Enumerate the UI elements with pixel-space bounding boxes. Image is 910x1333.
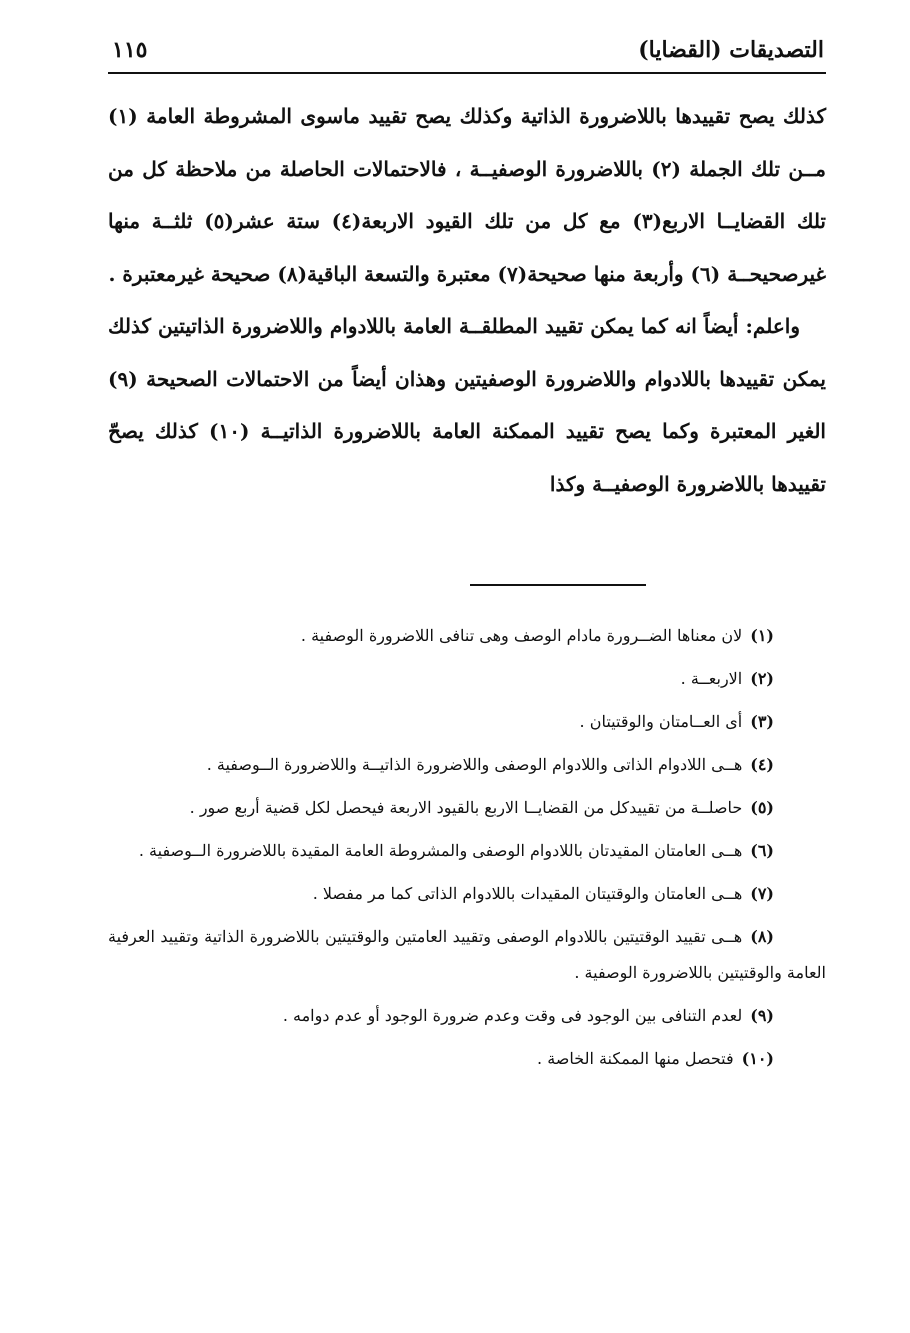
footnote-number: (٦)	[750, 841, 774, 860]
footnote-text: لعدم التنافى بين الوجود فى وقت وعدم ضرورة الوجود أو عدم دوامه .	[282, 1006, 743, 1025]
footnote	[108, 998, 826, 1034]
footnote-text: فتحصل منها الممكنة الخاصة .	[537, 1049, 734, 1068]
page-number: ١١٥	[112, 37, 148, 63]
footnote-text: حاصلــة من تقييدكل من القضايــا الاربع بالقيود الاربعة فيحصل لكل قضية أربع صور .	[189, 798, 743, 817]
footnote	[108, 661, 826, 697]
footnote-number: (٥)	[750, 798, 774, 817]
page	[108, 28, 826, 510]
footnote-text: أى العــامتان والوقتيتان .	[579, 712, 743, 731]
footnote-number: (١٠)	[741, 1049, 774, 1068]
footnote-number: (٢)	[750, 669, 774, 688]
footnote-number: (٤)	[750, 755, 774, 774]
footnote	[108, 876, 826, 912]
footnote-text: هــى اللادوام الذاتى واللادوام الوصفى واللاضرورة الذاتيــة واللاضرورة الــوصفية .	[206, 755, 743, 774]
body-paragraph: كذلك يصح تقييدها باللاضرورة الذاتية وكذلك يصح تقييد ماسوى المشروطة العامة (١) مــن تلك الجملة (٢) باللاضرورة الوصفيــة ، فالاحتمالات الحاصلة من ملاحظة كل من تلك القضايــا الاربع(٣) مع كل من تلك القيود الاربعة(٤) ستة عشر(٥) ثلثــة منها غيرصحيحــة (٦) وأربعة منها صحيحة(٧) معتبرة والتسعة الباقية(٨) صحيحة غيرمعتبرة .	[108, 104, 827, 286]
footnote	[108, 1041, 826, 1077]
footnote-text: هــى العامتان والوقتيتان المقيدات باللادوام الذاتى كما مر مفصلا .	[312, 884, 743, 903]
footnote	[108, 919, 826, 991]
footnote	[108, 747, 826, 783]
footnote-number: (٨)	[750, 927, 774, 946]
footnote	[108, 833, 826, 869]
footnote-number: (١)	[750, 626, 774, 645]
footnote-separator	[470, 584, 646, 586]
page-header	[108, 28, 826, 74]
footnote	[108, 618, 826, 654]
body-paragraph: واعلم: أيضاً انه كما يمكن تقييد المطلقــة العامة باللادوام واللاضرورة الذاتيتين كذلك يمكن تقييدها باللادوام واللاضرورة الوصفيتين وهذان أيضاً من الاحتمالات الصحيحة (٩) الغير المعتبرة وكما يصح تقييد الممكنة العامة باللاضرورة الذاتيــة (١٠) كذلك يصحّ تقييدها باللاضرورة الوصفيــة وكذا	[108, 314, 826, 496]
footnote	[108, 704, 826, 740]
footnote-text: الاربعــة .	[680, 669, 743, 688]
footnote-text: لان معناها الضــرورة مادام الوصف وهى تنافى اللاضرورة الوصفية .	[300, 626, 743, 645]
footnote-number: (٧)	[750, 884, 774, 903]
footnotes	[108, 618, 826, 1084]
footnote	[108, 790, 826, 826]
footnote-text: هــى العامتان المقيدتان باللادوام الوصفى والمشروطة العامة المقيدة باللاضرورة الــوصفية .	[138, 841, 743, 860]
footnote-text: هــى تقييد الوقتيتين باللادوام الوصفى وتقييد العامتين والوقتيتين باللاضرورة الذاتية وتقييد العرفية العامة والوقتيتين باللاضرورة الوصفية .	[108, 927, 826, 982]
footnote-number: (٣)	[750, 712, 774, 731]
footnote-number: (٩)	[750, 1006, 774, 1025]
body-text	[108, 90, 826, 510]
running-title: التصديقات (القضايا)	[638, 37, 824, 63]
